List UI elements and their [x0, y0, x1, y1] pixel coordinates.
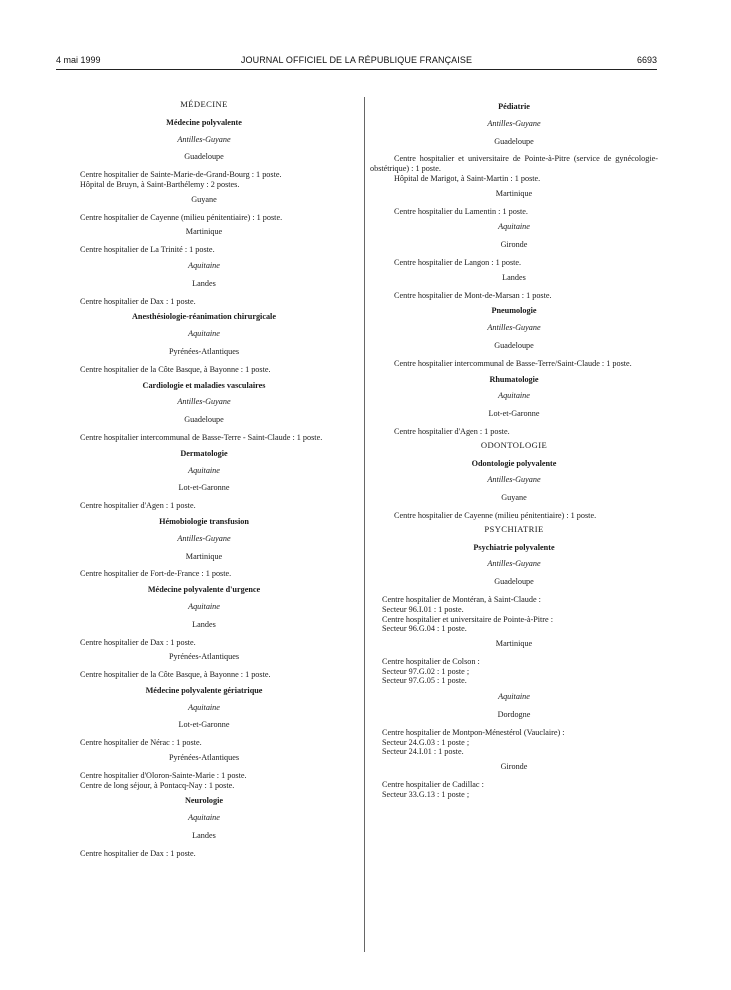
department-heading: Guadeloupe: [494, 340, 534, 350]
department-heading: Guadeloupe: [184, 152, 224, 162]
post-entry: Centre hospitalier d'Oloron-Sainte-Marie : 1 poste.: [80, 770, 247, 780]
post-entry: Centre hospitalier de la Côte Basque, à Bayonne : 1 poste.: [80, 364, 271, 374]
department-heading: Lot-et-Garonne: [178, 483, 230, 493]
department-heading: Lot-et-Garonne: [488, 409, 540, 419]
post-entry: Secteur 33.G.13 : 1 poste ;: [382, 789, 470, 799]
post-entry: Centre hospitalier d'Agen : 1 poste.: [80, 501, 196, 511]
column-divider: [364, 97, 365, 952]
journal-title: JOURNAL OFFICIEL DE LA RÉPUBLIQUE FRANÇAISE: [240, 55, 473, 65]
post-entry: Hôpital de Bruyn, à Saint-Barthélemy : 2 postes.: [80, 179, 240, 189]
region-heading: Aquitaine: [188, 601, 220, 611]
region-heading: Aquitaine: [498, 222, 530, 232]
post-entry: Centre hospitalier de Montpon-Ménestérol (Vauclaire) :: [382, 727, 565, 737]
page-header: [56, 55, 657, 69]
region-heading: Antilles-Guyane: [177, 134, 231, 144]
specialty-heading: Médecine polyvalente gériatrique: [145, 685, 263, 695]
department-heading: Gironde: [500, 240, 528, 250]
post-entry: Secteur 24.G.03 : 1 poste ;: [382, 737, 470, 747]
specialty-heading: Anesthésiologie-réanimation chirurgicale: [132, 312, 276, 322]
specialty-heading: Cardiologie et maladies vasculaires: [142, 380, 266, 390]
specialty-heading: Neurologie: [184, 796, 224, 806]
post-entry: Centre hospitalier de Cayenne (milieu pénitentiaire) : 1 poste.: [80, 212, 283, 222]
post-entry: Centre hospitalier et universitaire de Pointe-à-Pitre (service de gynécologie-obstétrique) : 1 poste.: [370, 154, 658, 174]
specialty-heading: Pneumologie: [491, 306, 537, 316]
section-heading: PSYCHIATRIE: [484, 523, 544, 534]
specialty-heading: Dermatologie: [180, 448, 228, 458]
specialty-heading: Psychiatrie polyvalente: [473, 542, 555, 552]
specialty-heading: Médecine polyvalente: [166, 117, 242, 127]
department-heading: Guadeloupe: [184, 415, 224, 425]
region-heading: Aquitaine: [188, 329, 220, 339]
region-heading: Antilles-Guyane: [177, 397, 231, 407]
post-entry: Secteur 96.G.04 : 1 poste.: [382, 624, 467, 634]
post-entry: Centre hospitalier de Dax : 1 poste.: [80, 296, 196, 306]
post-entry: Centre hospitalier de Cayenne (milieu pénitentiaire) : 1 poste.: [394, 510, 597, 520]
department-heading: Pyrénées-Atlantiques: [168, 346, 240, 356]
region-heading: Aquitaine: [188, 465, 220, 475]
post-entry: Centre hospitalier de Sainte-Marie-de-Grand-Bourg : 1 poste.: [80, 170, 282, 180]
post-entry: Centre hospitalier de Cadillac :: [382, 780, 484, 790]
department-heading: Guyane: [501, 493, 527, 503]
department-heading: Landes: [192, 278, 216, 288]
department-heading: Martinique: [495, 188, 533, 198]
department-heading: Landes: [192, 619, 216, 629]
specialty-heading: Hémobiologie transfusion: [159, 516, 249, 526]
section-heading: ODONTOLOGIE: [480, 439, 548, 450]
post-entry: Centre hospitalier de Dax : 1 poste.: [80, 848, 196, 858]
post-entry: Centre hospitalier de Montéran, à Saint-Claude :: [382, 594, 541, 604]
department-heading: Martinique: [185, 551, 223, 561]
department-heading: Martinique: [495, 639, 533, 649]
left-column: [56, 96, 352, 859]
page-number: 6693: [636, 55, 657, 65]
department-heading: Lot-et-Garonne: [178, 720, 230, 730]
post-entry: Secteur 24.I.01 : 1 poste.: [382, 747, 464, 757]
region-heading: Aquitaine: [188, 813, 220, 823]
department-heading: Landes: [192, 831, 216, 841]
post-entry: Hôpital de Marigot, à Saint-Martin : 1 poste.: [394, 173, 541, 183]
post-entry: Centre hospitalier de Colson :: [382, 656, 480, 666]
post-entry: Centre hospitalier de Nérac : 1 poste.: [80, 738, 202, 748]
specialty-heading: Odontologie polyvalente: [471, 458, 557, 468]
post-entry: Centre hospitalier de Dax : 1 poste.: [80, 637, 196, 647]
post-entry: Centre de long séjour, à Pontacq-Nay : 1 poste.: [80, 780, 235, 790]
header-rule: [56, 69, 657, 70]
department-heading: Guadeloupe: [494, 577, 534, 587]
post-entry: Centre hospitalier intercommunal de Basse-Terre - Saint-Claude : 1 poste.: [80, 432, 323, 442]
region-heading: Aquitaine: [188, 260, 220, 270]
region-heading: Antilles-Guyane: [487, 118, 541, 128]
specialty-heading: Pédiatrie: [498, 102, 530, 111]
department-heading: Martinique: [185, 227, 223, 237]
department-heading: Dordogne: [497, 710, 531, 720]
section-heading: MÉDECINE: [180, 99, 228, 109]
post-entry: Centre hospitalier de Mont-de-Marsan : 1 poste.: [394, 290, 552, 300]
department-heading: Landes: [502, 272, 526, 282]
post-entry: Centre hospitalier de La Trinité : 1 poste.: [80, 245, 215, 255]
region-heading: Antilles-Guyane: [487, 559, 541, 569]
department-heading: Pyrénées-Atlantiques: [168, 652, 240, 662]
post-entry: Secteur 96.I.01 : 1 poste.: [382, 604, 464, 614]
region-heading: Antilles-Guyane: [487, 323, 541, 333]
right-column: [370, 96, 658, 800]
region-heading: Aquitaine: [188, 702, 220, 712]
region-heading: Antilles-Guyane: [487, 475, 541, 485]
post-entry: Centre hospitalier d'Agen : 1 poste.: [394, 426, 510, 436]
post-entry: Centre hospitalier de Fort-de-France : 1 poste.: [80, 569, 232, 579]
post-entry: Centre hospitalier de la Côte Basque, à Bayonne : 1 poste.: [80, 670, 271, 680]
post-entry: Centre hospitalier de Langon : 1 poste.: [394, 257, 522, 267]
issue-date: 4 mai 1999: [56, 55, 101, 65]
region-heading: Aquitaine: [498, 391, 530, 401]
post-entry: Secteur 97.G.05 : 1 poste.: [382, 676, 467, 686]
department-heading: Guyane: [191, 194, 217, 204]
department-heading: Guadeloupe: [494, 136, 534, 146]
post-entry: Secteur 97.G.02 : 1 poste ;: [382, 666, 470, 676]
specialty-heading: Rhumatologie: [489, 374, 539, 384]
region-heading: Antilles-Guyane: [177, 533, 231, 543]
region-heading: Aquitaine: [498, 692, 530, 702]
department-heading: Gironde: [500, 762, 528, 772]
post-entry: Centre hospitalier intercommunal de Basse-Terre/Saint-Claude : 1 poste.: [394, 358, 632, 368]
department-heading: Pyrénées-Atlantiques: [168, 753, 240, 763]
post-entry: Centre hospitalier du Lamentin : 1 poste.: [394, 206, 528, 216]
post-entry: Centre hospitalier et universitaire de Pointe-à-Pitre :: [382, 614, 553, 624]
specialty-heading: Médecine polyvalente d'urgence: [147, 585, 261, 595]
